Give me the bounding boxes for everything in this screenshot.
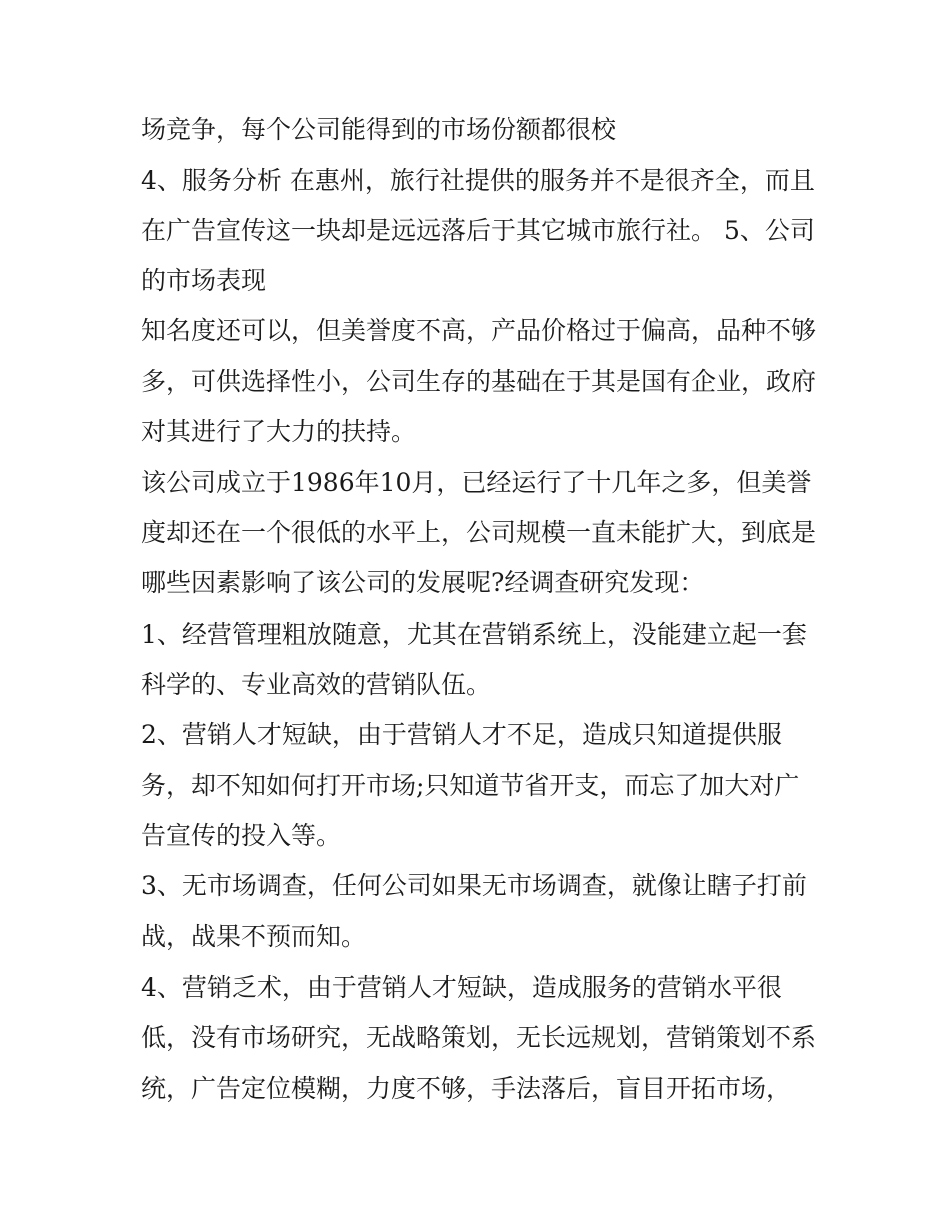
text-line: 场竞争，每个公司能得到的市场份额都很校 [141, 115, 617, 144]
text-line: 务，却不知如何打开市场;只知道节省开支，而忘了加大对广 [141, 771, 800, 800]
text-line: 知名度还可以，但美誉度不高，产品价格过于偏高，品种不够 [141, 316, 817, 345]
text-line: 度却还在一个很低的水平上，公司规模一直未能扩大，到底是 [141, 518, 817, 547]
text-line: 统，广告定位模糊，力度不够，手法落后，盲目开拓市场， [141, 1074, 792, 1103]
text-line: 4、营销乏术，由于营销人才短缺，造成服务的营销水平很 [141, 973, 782, 1002]
text-line: 科学的、专业高效的营销队伍。 [141, 670, 492, 699]
text-line: 多，可供选择性小，公司生存的基础在于其是国有企业，政府 [141, 367, 817, 396]
text-line: 战，战果不预而知。 [141, 922, 367, 951]
text-line: 3、无市场调查，任何公司如果无市场调查，就像让瞎子打前 [141, 871, 807, 900]
text-line: 4、服务分析 在惠州，旅行社提供的服务并不是很齐全，而且 [141, 166, 815, 195]
text-line: 2、营销人才短缺，由于营销人才不足，造成只知道提供服 [141, 720, 782, 749]
text-line: 对其进行了大力的扶持。 [141, 417, 417, 446]
text-line: 哪些因素影响了该公司的发展呢?经调查研究发现： [141, 568, 705, 597]
text-line: 低，没有市场研究，无战略策划，无长远规划，营销策划不系 [141, 1023, 817, 1052]
text-line: 的市场表现 [141, 266, 267, 295]
text-line: 该公司成立于1986年10月，已经运行了十几年之多，但美誉 [141, 468, 812, 497]
text-line: 在广告宣传这一块却是远远落后于其它城市旅行社。 5、公司 [141, 216, 815, 245]
text-line: 1、经营管理粗放随意，尤其在营销系统上，没能建立起一套 [141, 620, 807, 649]
text-line: 告宣传的投入等。 [141, 821, 342, 850]
